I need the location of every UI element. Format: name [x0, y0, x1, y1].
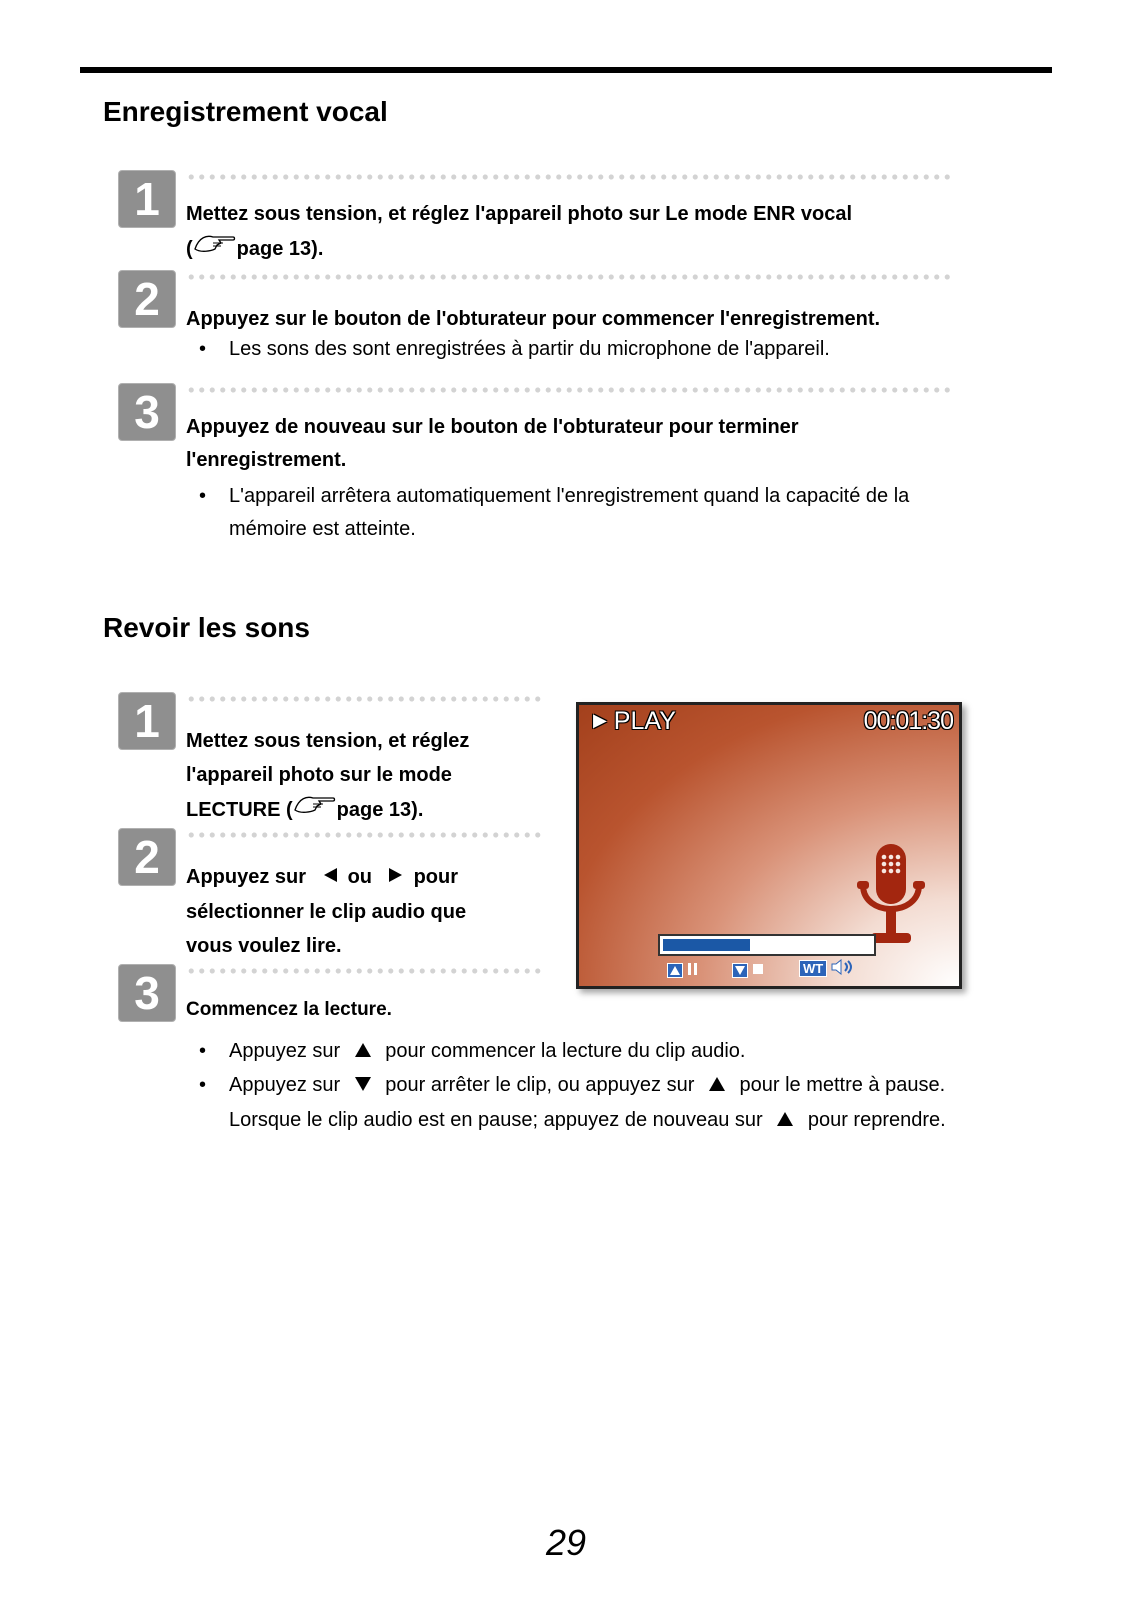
section-title-playback: Revoir les sons [103, 612, 310, 643]
pause-icon [687, 962, 699, 979]
playback-screen [576, 702, 962, 989]
playback-step-2-line-3: vous voulez lire. [186, 935, 342, 957]
page-ref: page 13). [336, 799, 424, 821]
playback-bullet-2 [229, 1068, 945, 1103]
up-arrow-icon [354, 1035, 372, 1069]
up-arrow-icon [708, 1069, 726, 1103]
step-2-text: Appuyez sur le bouton de l'obturateur pour commencer l'enregistrement. [186, 308, 881, 330]
bullet-icon: • [199, 1074, 207, 1096]
step-badge-3: 3 [118, 964, 176, 1022]
bullet-icon: • [199, 485, 207, 507]
left-arrow-icon [322, 860, 338, 895]
text: Lorsque le clip audio est en pause; appuyez de nouveau sur [229, 1109, 763, 1131]
text: Appuyez sur [229, 1040, 341, 1062]
section-title-recording: Enregistrement vocal [103, 96, 388, 127]
time-readout: 00:01:30 [863, 707, 953, 735]
mode-label: PLAY [613, 707, 676, 735]
paren: ( [186, 238, 193, 260]
playback-step-1-line-2: l'appareil photo sur le mode [186, 764, 452, 786]
playback-bullet-2-cont [229, 1103, 946, 1138]
play-icon: ▶ [593, 710, 607, 730]
stop-icon [752, 962, 764, 978]
page-number: 29 [545, 1522, 587, 1563]
playback-bullet-1 [229, 1034, 745, 1069]
dotted-separator [186, 695, 542, 703]
bullet-icon: • [199, 1040, 207, 1062]
down-arrow-icon [354, 1069, 372, 1103]
down-key-icon [732, 963, 748, 978]
text: pour reprendre. [807, 1109, 946, 1131]
page-ref: page 13). [236, 238, 324, 260]
progress-fill [663, 939, 750, 951]
stop-control [732, 961, 764, 978]
text: ou [347, 866, 373, 888]
step-3-text: Appuyez de nouveau sur le bouton de l'obturateur pour terminer [186, 416, 799, 438]
text: Appuyez sur [229, 1074, 341, 1096]
hand-pointer-icon [193, 231, 237, 267]
right-arrow-icon [388, 860, 404, 895]
playback-step-1-line-3 [186, 792, 423, 828]
up-arrow-icon [776, 1104, 794, 1138]
text: pour le mettre à pause. [739, 1074, 946, 1096]
dotted-separator [186, 831, 542, 839]
step-badge-2: 2 [118, 270, 176, 328]
volume-control [799, 959, 857, 978]
playback-step-1-line-1: Mettez sous tension, et réglez [186, 730, 470, 752]
up-key-icon [667, 963, 683, 978]
text: pour [413, 866, 459, 888]
step-2-bullet: Les sons des sont enregistrées à partir du microphone de l'appareil. [229, 338, 830, 360]
dotted-separator [186, 273, 952, 281]
bullet-icon: • [199, 338, 207, 360]
dotted-separator [186, 173, 952, 181]
dotted-separator [186, 386, 952, 394]
play-indicator [593, 707, 676, 736]
playback-step-3-text: Commencez la lecture. [186, 999, 392, 1020]
speaker-icon [831, 959, 857, 978]
step-badge-2: 2 [118, 828, 176, 886]
step-3-bullet-2: mémoire est atteinte. [229, 518, 416, 540]
dotted-separator [186, 967, 542, 975]
hand-pointer-icon [293, 792, 337, 828]
pause-control [667, 961, 699, 979]
wt-key: WT [799, 960, 827, 977]
step-1-ref [186, 231, 323, 267]
step-badge-1: 1 [118, 170, 176, 228]
playback-step-2-line-2: sélectionner le clip audio que [186, 901, 467, 923]
step-3-bullet: L'appareil arrêtera automatiquement l'enregistrement quand la capacité de la [229, 485, 910, 507]
lecture-label: LECTURE ( [186, 799, 293, 821]
step-badge-3: 3 [118, 383, 176, 441]
text: pour arrêter le clip, ou appuyez sur [385, 1074, 695, 1096]
step-1-text: Mettez sous tension, et réglez l'appareil photo sur Le mode ENR vocal [186, 203, 852, 225]
text: pour commencer la lecture du clip audio. [385, 1040, 746, 1062]
playback-step-2-line-1 [186, 860, 458, 895]
top-rule [80, 67, 1052, 73]
progress-bar [658, 934, 876, 956]
step-badge-1: 1 [118, 692, 176, 750]
step-3-text-2: l'enregistrement. [186, 449, 347, 471]
text: Appuyez sur [186, 866, 307, 888]
